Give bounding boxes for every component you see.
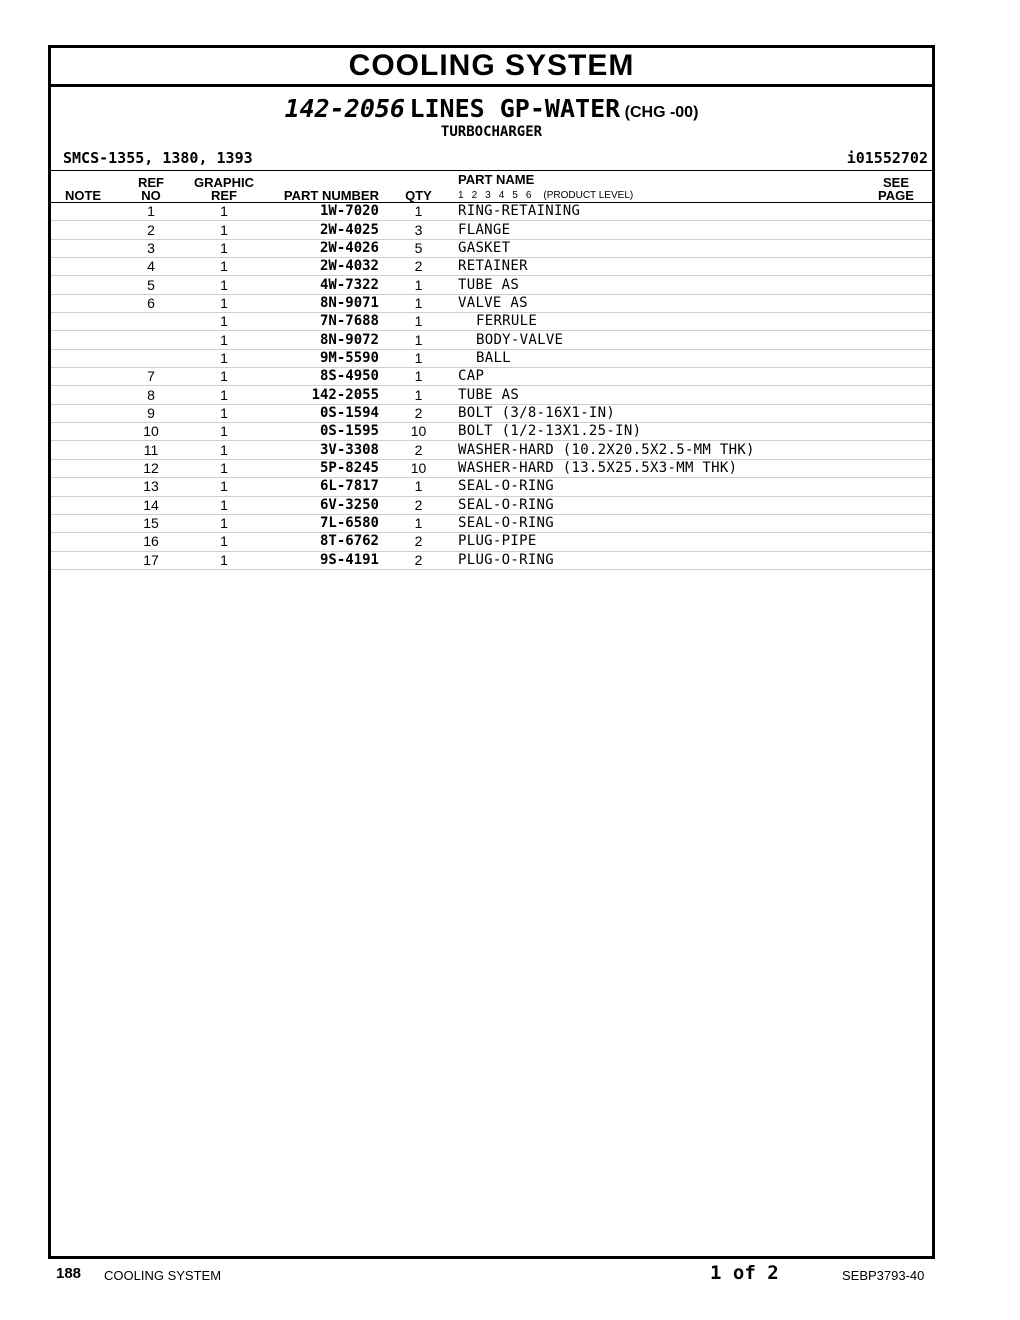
- see-page-cell: [860, 294, 932, 312]
- graphic-ref-cell: 1: [187, 368, 261, 386]
- smcs-row: [51, 148, 932, 168]
- graphic-ref-cell: 1: [187, 239, 261, 257]
- note-cell: [51, 258, 115, 276]
- part-name-cell: BODY-VALVE: [458, 331, 860, 349]
- ref-no-cell: 3: [115, 239, 187, 257]
- qty-cell: 2: [379, 258, 458, 276]
- part-number-cell: 9S-4191: [261, 551, 379, 569]
- note-cell: [51, 221, 115, 239]
- graphic-ref-cell: 1: [187, 276, 261, 294]
- ref-no-cell: [115, 331, 187, 349]
- see-page-cell: [860, 496, 932, 514]
- ref-no-cell: 14: [115, 496, 187, 514]
- note-cell: [51, 294, 115, 312]
- see-page-cell: [860, 423, 932, 441]
- table-row: [51, 203, 932, 221]
- part-number-cell: 7N-7688: [261, 313, 379, 331]
- note-cell: [51, 441, 115, 459]
- part-name-cell: TUBE AS: [458, 386, 860, 404]
- note-cell: [51, 349, 115, 367]
- see-page-cell: [860, 533, 932, 551]
- note-cell: [51, 386, 115, 404]
- part-name-cell: SEAL-O-RING: [458, 478, 860, 496]
- part-number-cell: 6L-7817: [261, 478, 379, 496]
- part-number-cell: 3V-3308: [261, 441, 379, 459]
- part-number-cell: 8N-9072: [261, 331, 379, 349]
- part-name-cell: FLANGE: [458, 221, 860, 239]
- see-page-cell: [860, 258, 932, 276]
- page-of-count: 1 of 2: [710, 1262, 779, 1284]
- graphic-ref-cell: 1: [187, 386, 261, 404]
- qty-cell: 1: [379, 478, 458, 496]
- part-name-cell: PLUG-O-RING: [458, 551, 860, 569]
- graphic-ref-cell: 1: [187, 294, 261, 312]
- qty-cell: 5: [379, 239, 458, 257]
- part-number-cell: 142-2055: [261, 386, 379, 404]
- ref-no-cell: 17: [115, 551, 187, 569]
- qty-cell: 1: [379, 368, 458, 386]
- qty-cell: 1: [379, 349, 458, 367]
- graphic-ref-cell: 1: [187, 533, 261, 551]
- note-cell: [51, 404, 115, 422]
- part-name-cell: CAP: [458, 368, 860, 386]
- part-number-cell: 4W-7322: [261, 276, 379, 294]
- section-title: COOLING SYSTEM: [51, 48, 932, 87]
- see-page-cell: [860, 404, 932, 422]
- page-number: 188: [56, 1265, 82, 1282]
- header-qty: QTY: [379, 171, 458, 203]
- table-row: [51, 423, 932, 441]
- note-cell: [51, 239, 115, 257]
- see-page-cell: [860, 441, 932, 459]
- graphic-ref-cell: 1: [187, 313, 261, 331]
- part-name-cell: WASHER-HARD (13.5X25.5X3-MM THK): [458, 459, 860, 477]
- ref-no-cell: 15: [115, 514, 187, 532]
- graphic-ref-cell: 1: [187, 478, 261, 496]
- see-page-cell: [860, 313, 932, 331]
- part-number-cell: 0S-1595: [261, 423, 379, 441]
- page-footer: [0, 1262, 1020, 1290]
- note-cell: [51, 514, 115, 532]
- part-number-cell: 8S-4950: [261, 368, 379, 386]
- note-cell: [51, 459, 115, 477]
- qty-cell: 1: [379, 276, 458, 294]
- graphic-ref-cell: 1: [187, 423, 261, 441]
- ref-no-cell: 2: [115, 221, 187, 239]
- ref-no-cell: 16: [115, 533, 187, 551]
- group-change: (CHG -00): [624, 104, 699, 121]
- part-name-cell: SEAL-O-RING: [458, 496, 860, 514]
- note-cell: [51, 423, 115, 441]
- qty-cell: 2: [379, 533, 458, 551]
- part-number-cell: 2W-4032: [261, 258, 379, 276]
- graphic-ref-cell: 1: [187, 459, 261, 477]
- note-cell: [51, 203, 115, 221]
- part-number-cell: 8N-9071: [261, 294, 379, 312]
- group-name: LINES GP-WATER: [409, 94, 621, 123]
- table-header-row: [51, 171, 932, 203]
- table-row: [51, 258, 932, 276]
- qty-cell: 1: [379, 514, 458, 532]
- graphic-ref-cell: 1: [187, 551, 261, 569]
- graphic-ref-cell: 1: [187, 258, 261, 276]
- qty-cell: 2: [379, 441, 458, 459]
- part-number-cell: 2W-4026: [261, 239, 379, 257]
- note-cell: [51, 478, 115, 496]
- table-row: [51, 514, 932, 532]
- qty-cell: 1: [379, 331, 458, 349]
- table-row: [51, 478, 932, 496]
- qty-cell: 10: [379, 459, 458, 477]
- parts-table-body: [51, 203, 932, 570]
- graphic-ref-cell: 1: [187, 441, 261, 459]
- header-note: NOTE: [51, 171, 115, 203]
- part-number-cell: 2W-4025: [261, 221, 379, 239]
- graphic-ref-cell: 1: [187, 331, 261, 349]
- ref-no-cell: 1: [115, 203, 187, 221]
- table-row: [51, 441, 932, 459]
- qty-cell: 1: [379, 294, 458, 312]
- part-name-cell: RETAINER: [458, 258, 860, 276]
- ref-no-cell: 5: [115, 276, 187, 294]
- part-name-cell: VALVE AS: [458, 294, 860, 312]
- ref-no-cell: 11: [115, 441, 187, 459]
- qty-cell: 10: [379, 423, 458, 441]
- illustration-id: i01552702: [846, 149, 928, 167]
- ref-no-cell: 12: [115, 459, 187, 477]
- table-row: [51, 276, 932, 294]
- table-row: [51, 496, 932, 514]
- part-number-cell: 0S-1594: [261, 404, 379, 422]
- group-number: 142-2056: [284, 94, 405, 123]
- note-cell: [51, 533, 115, 551]
- qty-cell: 3: [379, 221, 458, 239]
- part-name-cell: WASHER-HARD (10.2X20.5X2.5-MM THK): [458, 441, 860, 459]
- document-id: SEBP3793-40: [842, 1268, 925, 1283]
- product-levels: 1 2 3 4 5 6 (PRODUCT LEVEL): [458, 190, 634, 201]
- part-name-cell: BALL: [458, 349, 860, 367]
- qty-cell: 1: [379, 313, 458, 331]
- part-name-cell: RING-RETAINING: [458, 203, 860, 221]
- part-name-cell: GASKET: [458, 239, 860, 257]
- note-cell: [51, 496, 115, 514]
- ref-no-cell: [115, 349, 187, 367]
- see-page-cell: [860, 331, 932, 349]
- group-title: [51, 95, 932, 127]
- part-number-cell: 1W-7020: [261, 203, 379, 221]
- see-page-cell: [860, 459, 932, 477]
- note-cell: [51, 551, 115, 569]
- qty-cell: 2: [379, 551, 458, 569]
- part-name-cell: FERRULE: [458, 313, 860, 331]
- ref-no-cell: 4: [115, 258, 187, 276]
- table-row: [51, 533, 932, 551]
- graphic-ref-cell: 1: [187, 514, 261, 532]
- parts-table: [51, 170, 932, 570]
- graphic-ref-cell: 1: [187, 349, 261, 367]
- part-number-cell: 9M-5590: [261, 349, 379, 367]
- parts-page-frame: [48, 45, 935, 1259]
- ref-no-cell: 8: [115, 386, 187, 404]
- graphic-ref-cell: 1: [187, 404, 261, 422]
- header-ref-no: REF NO: [115, 171, 187, 203]
- qty-cell: 1: [379, 203, 458, 221]
- part-number-cell: 8T-6762: [261, 533, 379, 551]
- table-row: [51, 386, 932, 404]
- see-page-cell: [860, 551, 932, 569]
- ref-no-cell: [115, 313, 187, 331]
- part-name-cell: BOLT (3/8-16X1-IN): [458, 404, 860, 422]
- see-page-cell: [860, 203, 932, 221]
- part-name-cell: PLUG-PIPE: [458, 533, 860, 551]
- note-cell: [51, 331, 115, 349]
- table-row: [51, 404, 932, 422]
- qty-cell: 1: [379, 386, 458, 404]
- table-row: [51, 551, 932, 569]
- see-page-cell: [860, 276, 932, 294]
- see-page-cell: [860, 221, 932, 239]
- note-cell: [51, 313, 115, 331]
- ref-no-cell: 7: [115, 368, 187, 386]
- graphic-ref-cell: 1: [187, 496, 261, 514]
- table-row: [51, 368, 932, 386]
- see-page-cell: [860, 349, 932, 367]
- table-row: [51, 221, 932, 239]
- ref-no-cell: 6: [115, 294, 187, 312]
- ref-no-cell: 13: [115, 478, 187, 496]
- table-row: [51, 294, 932, 312]
- ref-no-cell: 9: [115, 404, 187, 422]
- header-part-name: PART NAME 1 2 3 4 5 6 (PRODUCT LEVEL): [458, 171, 860, 203]
- smcs-codes: SMCS-1355, 1380, 1393: [63, 149, 253, 167]
- note-cell: [51, 276, 115, 294]
- table-row: [51, 313, 932, 331]
- table-row: [51, 349, 932, 367]
- ref-no-cell: 10: [115, 423, 187, 441]
- graphic-ref-cell: 1: [187, 221, 261, 239]
- table-row: [51, 239, 932, 257]
- graphic-ref-cell: 1: [187, 203, 261, 221]
- part-name-cell: SEAL-O-RING: [458, 514, 860, 532]
- see-page-cell: [860, 386, 932, 404]
- footer-section: COOLING SYSTEM: [104, 1268, 222, 1283]
- header-see-page: SEE PAGE: [860, 171, 932, 203]
- see-page-cell: [860, 478, 932, 496]
- qty-cell: 2: [379, 404, 458, 422]
- part-name-cell: BOLT (1/2-13X1.25-IN): [458, 423, 860, 441]
- table-row: [51, 459, 932, 477]
- see-page-cell: [860, 514, 932, 532]
- header-part-number: PART NUMBER: [261, 171, 379, 203]
- qty-cell: 2: [379, 496, 458, 514]
- see-page-cell: [860, 368, 932, 386]
- part-name-cell: TUBE AS: [458, 276, 860, 294]
- part-number-cell: 5P-8245: [261, 459, 379, 477]
- group-subtitle: TURBOCHARGER: [440, 124, 543, 140]
- see-page-cell: [860, 239, 932, 257]
- header-graphic-ref: GRAPHIC REF: [187, 171, 261, 203]
- part-number-cell: 6V-3250: [261, 496, 379, 514]
- part-number-cell: 7L-6580: [261, 514, 379, 532]
- table-row: [51, 331, 932, 349]
- note-cell: [51, 368, 115, 386]
